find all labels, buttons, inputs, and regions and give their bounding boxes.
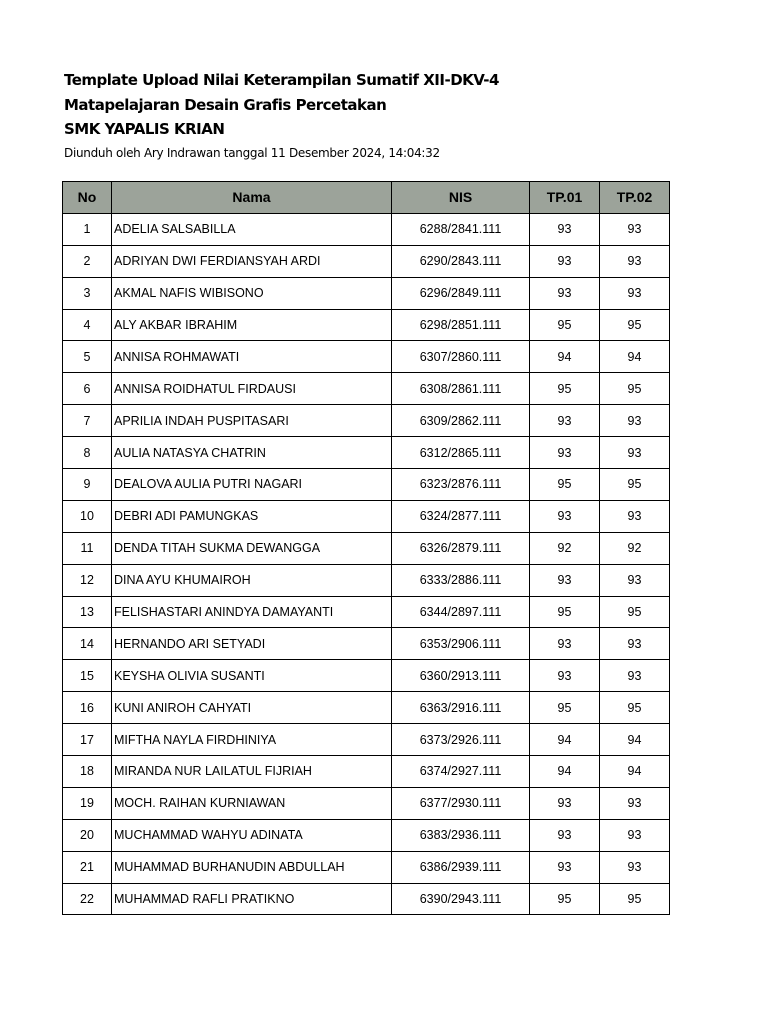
cell-no: 5: [63, 341, 112, 373]
cell-tp02: 93: [600, 437, 670, 469]
table-row: [63, 437, 670, 469]
cell-tp02: 93: [600, 660, 670, 692]
cell-no: 1: [63, 213, 112, 245]
cell-no: 18: [63, 756, 112, 788]
subject-title: Matapelajaran Desain Grafis Percetakan: [64, 95, 387, 114]
header-nama: Nama: [112, 182, 392, 214]
cell-nama: MUHAMMAD RAFLI PRATIKNO: [112, 883, 392, 915]
table-row: [63, 851, 670, 883]
cell-tp02: 93: [600, 277, 670, 309]
cell-no: 15: [63, 660, 112, 692]
cell-tp01: 93: [530, 851, 600, 883]
cell-nama: MIFTHA NAYLA FIRDHINIYA: [112, 724, 392, 756]
cell-nis: 6326/2879.111: [392, 532, 530, 564]
table-row: [63, 405, 670, 437]
cell-tp02: 94: [600, 341, 670, 373]
cell-tp01: 93: [530, 500, 600, 532]
cell-nama: ANNISA ROHMAWATI: [112, 341, 392, 373]
cell-tp01: 95: [530, 469, 600, 501]
cell-no: 6: [63, 373, 112, 405]
cell-nama: AULIA NATASYA CHATRIN: [112, 437, 392, 469]
header-tp02: TP.02: [600, 182, 670, 214]
table-row: [63, 277, 670, 309]
document-title: Template Upload Nilai Keterampilan Sumatif XII-DKV-4: [64, 71, 499, 89]
cell-tp02: 93: [600, 628, 670, 660]
cell-no: 16: [63, 692, 112, 724]
cell-no: 4: [63, 309, 112, 341]
cell-tp01: 93: [530, 819, 600, 851]
cell-nama: AKMAL NAFIS WIBISONO: [112, 277, 392, 309]
cell-tp02: 95: [600, 883, 670, 915]
cell-nis: 6390/2943.111: [392, 883, 530, 915]
cell-tp02: 94: [600, 756, 670, 788]
table-row: [63, 213, 670, 245]
cell-nama: KEYSHA OLIVIA SUSANTI: [112, 660, 392, 692]
table-row: [63, 341, 670, 373]
cell-nis: 6344/2897.111: [392, 596, 530, 628]
cell-tp01: 93: [530, 437, 600, 469]
cell-tp02: 93: [600, 787, 670, 819]
cell-no: 13: [63, 596, 112, 628]
cell-nama: DINA AYU KHUMAIROH: [112, 564, 392, 596]
cell-nis: 6296/2849.111: [392, 277, 530, 309]
cell-tp01: 93: [530, 245, 600, 277]
cell-tp01: 93: [530, 405, 600, 437]
cell-nama: DEALOVA AULIA PUTRI NAGARI: [112, 469, 392, 501]
cell-nama: DENDA TITAH SUKMA DEWANGGA: [112, 532, 392, 564]
cell-no: 8: [63, 437, 112, 469]
cell-no: 20: [63, 819, 112, 851]
cell-nama: ADELIA SALSABILLA: [112, 213, 392, 245]
table-row: [63, 469, 670, 501]
cell-nama: MOCH. RAIHAN KURNIAWAN: [112, 787, 392, 819]
table-row: [63, 692, 670, 724]
cell-no: 19: [63, 787, 112, 819]
cell-nis: 6353/2906.111: [392, 628, 530, 660]
table-row: [63, 628, 670, 660]
table-row: [63, 564, 670, 596]
document-header: [64, 68, 499, 162]
cell-nama: APRILIA INDAH PUSPITASARI: [112, 405, 392, 437]
cell-no: 2: [63, 245, 112, 277]
header-no: No: [63, 182, 112, 214]
table-row: [63, 309, 670, 341]
cell-tp01: 93: [530, 213, 600, 245]
cell-nis: 6383/2936.111: [392, 819, 530, 851]
cell-nis: 6386/2939.111: [392, 851, 530, 883]
cell-no: 12: [63, 564, 112, 596]
cell-no: 9: [63, 469, 112, 501]
table-row: [63, 724, 670, 756]
cell-tp02: 93: [600, 819, 670, 851]
header-nis: NIS: [392, 182, 530, 214]
cell-nama: DEBRI ADI PAMUNGKAS: [112, 500, 392, 532]
header-tp01: TP.01: [530, 182, 600, 214]
cell-nis: 6333/2886.111: [392, 564, 530, 596]
table-row: [63, 787, 670, 819]
cell-nis: 6374/2927.111: [392, 756, 530, 788]
cell-no: 3: [63, 277, 112, 309]
cell-nama: MIRANDA NUR LAILATUL FIJRIAH: [112, 756, 392, 788]
cell-nis: 6312/2865.111: [392, 437, 530, 469]
cell-tp01: 93: [530, 787, 600, 819]
cell-tp02: 93: [600, 245, 670, 277]
cell-nama: HERNANDO ARI SETYADI: [112, 628, 392, 660]
cell-tp01: 95: [530, 883, 600, 915]
cell-tp01: 95: [530, 309, 600, 341]
cell-tp02: 95: [600, 692, 670, 724]
cell-nis: 6309/2862.111: [392, 405, 530, 437]
cell-no: 14: [63, 628, 112, 660]
cell-tp02: 95: [600, 596, 670, 628]
cell-nis: 6290/2843.111: [392, 245, 530, 277]
table-row: [63, 819, 670, 851]
cell-nis: 6360/2913.111: [392, 660, 530, 692]
cell-tp01: 94: [530, 756, 600, 788]
table-row: [63, 532, 670, 564]
cell-tp02: 93: [600, 851, 670, 883]
cell-tp01: 93: [530, 564, 600, 596]
cell-nis: 6298/2851.111: [392, 309, 530, 341]
cell-no: 17: [63, 724, 112, 756]
cell-nama: ALY AKBAR IBRAHIM: [112, 309, 392, 341]
cell-tp01: 95: [530, 692, 600, 724]
cell-tp01: 93: [530, 660, 600, 692]
table-header-row: [63, 182, 670, 214]
cell-tp02: 92: [600, 532, 670, 564]
cell-tp01: 93: [530, 277, 600, 309]
table-row: [63, 756, 670, 788]
cell-tp02: 93: [600, 564, 670, 596]
cell-no: 7: [63, 405, 112, 437]
cell-nis: 6373/2926.111: [392, 724, 530, 756]
cell-tp02: 95: [600, 373, 670, 405]
cell-nis: 6307/2860.111: [392, 341, 530, 373]
table-row: [63, 660, 670, 692]
table-row: [63, 500, 670, 532]
cell-tp01: 92: [530, 532, 600, 564]
table-row: [63, 883, 670, 915]
cell-nama: ANNISA ROIDHATUL FIRDAUSI: [112, 373, 392, 405]
cell-no: 11: [63, 532, 112, 564]
table-row: [63, 245, 670, 277]
cell-no: 21: [63, 851, 112, 883]
cell-tp02: 93: [600, 405, 670, 437]
cell-nama: MUCHAMMAD WAHYU ADINATA: [112, 819, 392, 851]
cell-tp01: 94: [530, 341, 600, 373]
download-info: Diunduh oleh Ary Indrawan tanggal 11 Desember 2024, 14:04:32: [64, 145, 440, 160]
cell-tp01: 94: [530, 724, 600, 756]
table-body: [63, 213, 670, 915]
cell-nis: 6324/2877.111: [392, 500, 530, 532]
cell-no: 22: [63, 883, 112, 915]
cell-tp02: 95: [600, 469, 670, 501]
cell-nis: 6308/2861.111: [392, 373, 530, 405]
table-row: [63, 596, 670, 628]
grades-table: [62, 181, 670, 915]
cell-tp02: 93: [600, 213, 670, 245]
table-row: [63, 373, 670, 405]
cell-nama: MUHAMMAD BURHANUDIN ABDULLAH: [112, 851, 392, 883]
cell-nis: 6288/2841.111: [392, 213, 530, 245]
cell-nama: ADRIYAN DWI FERDIANSYAH ARDI: [112, 245, 392, 277]
school-name: SMK YAPALIS KRIAN: [64, 120, 225, 138]
cell-nama: FELISHASTARI ANINDYA DAMAYANTI: [112, 596, 392, 628]
cell-tp02: 95: [600, 309, 670, 341]
cell-nama: KUNI ANIROH CAHYATI: [112, 692, 392, 724]
cell-tp01: 93: [530, 628, 600, 660]
cell-nis: 6363/2916.111: [392, 692, 530, 724]
cell-tp01: 95: [530, 596, 600, 628]
cell-no: 10: [63, 500, 112, 532]
cell-tp02: 94: [600, 724, 670, 756]
cell-tp02: 93: [600, 500, 670, 532]
cell-nis: 6323/2876.111: [392, 469, 530, 501]
cell-nis: 6377/2930.111: [392, 787, 530, 819]
cell-tp01: 95: [530, 373, 600, 405]
